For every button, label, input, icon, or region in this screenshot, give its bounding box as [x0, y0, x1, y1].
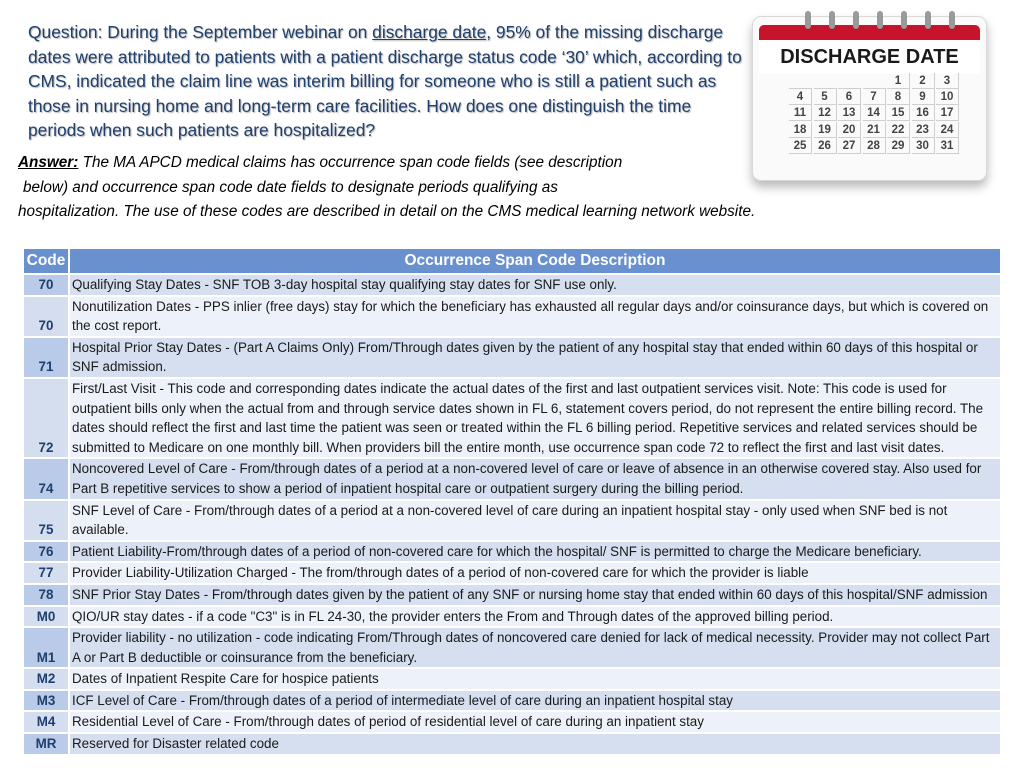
calendar-day: 30: [912, 138, 935, 154]
calendar-day: 17: [936, 105, 959, 121]
code-cell: MR: [23, 733, 69, 755]
table-row: [23, 668, 1001, 690]
table-row: [23, 378, 1001, 458]
calendar-day: 9: [912, 89, 935, 105]
calendar-day: 14: [863, 105, 886, 121]
calendar-day: [814, 73, 837, 89]
calendar-day: 18: [789, 122, 812, 138]
calendar-day: 3: [936, 73, 959, 89]
calendar-day: 25: [789, 138, 812, 154]
description-cell: First/Last Visit - This code and corresponding dates indicate the actual dates of the first and last outpatient services visit. Note: This code is used for outpatient bills only when the actual from and through service dates shown in FL 6, statement covers period, do not represent the entire billing record. The dates should reflect the first and last time the patient was seen or treated within the FL 6 billing period. Repetitive services and related services should be submitted to Medicare on one monthly bill. When providers bill the entire month, use occurrence span code 72 to reflect the first and last visit dates.: [69, 378, 1001, 458]
table-row: [23, 627, 1001, 668]
answer-line-3: hospitalization. The use of these codes are described in detail on the CMS medical learning network website.: [18, 203, 756, 221]
table-row: [23, 562, 1001, 584]
calendar-day: 21: [863, 122, 886, 138]
calendar-day: 15: [887, 105, 910, 121]
question-prefix: Question: During the September webinar on: [28, 22, 373, 42]
answer-line-2: below) and occurrence span code date fields to designate periods qualifying as: [23, 178, 558, 196]
table-row: [23, 711, 1001, 733]
calendar-day: 13: [838, 105, 861, 121]
calendar-day: [838, 73, 861, 89]
description-cell: Qualifying Stay Dates - SNF TOB 3-day hospital stay qualifying stay dates for SNF use only.: [69, 274, 1001, 296]
calendar-ring-icon: [925, 11, 931, 29]
calendar-day: 7: [863, 89, 886, 105]
table-row: [23, 500, 1001, 541]
calendar-day: 1: [887, 73, 910, 89]
calendar-day: 10: [936, 89, 959, 105]
description-cell: Nonutilization Dates - PPS inlier (free days) stay for which the beneficiary has exhausted all regular days and/or coinsurance days, but which is covered on the cost report.: [69, 296, 1001, 337]
description-cell: Residential Level of Care - From/through dates of period of residential level of care during an inpatient stay: [69, 711, 1001, 733]
code-cell: 74: [23, 458, 69, 499]
description-cell: QIO/UR stay dates - if a code "C3" is in FL 24-30, the provider enters the From and Through dates of the approved billing period.: [69, 606, 1001, 628]
table-row: [23, 541, 1001, 563]
calendar-day: 31: [936, 138, 959, 154]
calendar-day: 23: [912, 122, 935, 138]
code-cell: M3: [23, 690, 69, 712]
question-text: [28, 20, 748, 143]
calendar-ring-icon: [829, 11, 835, 29]
description-cell: Patient Liability-From/through dates of a period of non-covered care for which the hospital/ SNF is permitted to charge the Medicare beneficiary.: [69, 541, 1001, 563]
discharge-date-link[interactable]: discharge date: [372, 22, 487, 42]
table-row: [23, 458, 1001, 499]
code-cell: 77: [23, 562, 69, 584]
calendar-day: 2: [912, 73, 935, 89]
calendar-day: 12: [814, 105, 837, 121]
code-cell: 78: [23, 584, 69, 606]
calendar-icon: [752, 16, 987, 181]
calendar-day: 26: [814, 138, 837, 154]
code-cell: 76: [23, 541, 69, 563]
table-row: [23, 584, 1001, 606]
occurrence-span-table: [22, 247, 1002, 756]
description-cell: SNF Prior Stay Dates - From/through dates given by the patient of any SNF or nursing home stay that ended within 60 days of this hospital/SNF admission: [69, 584, 1001, 606]
code-cell: 71: [23, 337, 69, 378]
description-cell: Dates of Inpatient Respite Care for hospice patients: [69, 668, 1001, 690]
calendar-day: 20: [838, 122, 861, 138]
calendar-day: 4: [789, 89, 812, 105]
calendar-ring-icon: [877, 11, 883, 29]
calendar-day: 29: [887, 138, 910, 154]
calendar-day: 5: [814, 89, 837, 105]
calendar-day: 19: [814, 122, 837, 138]
calendar-day: 27: [838, 138, 861, 154]
answer-line-1: Answer: The MA APCD medical claims has occurrence span code fields (see description: [18, 154, 623, 171]
table-header-row: [23, 248, 1001, 274]
table-row: [23, 296, 1001, 337]
description-cell: Noncovered Level of Care - From/through dates of a period at a non-covered level of care or leave of absence in an otherwise covered stay. Also used for Part B repetitive services to show a period of inpatient hospital care or outpatient surgery during the billing period.: [69, 458, 1001, 499]
code-cell: M1: [23, 627, 69, 668]
calendar-day: 16: [912, 105, 935, 121]
table-row: [23, 274, 1001, 296]
calendar-ring-icon: [901, 11, 907, 29]
calendar-title: DISCHARGE DATE: [759, 40, 980, 74]
code-cell: 75: [23, 500, 69, 541]
table-body: [23, 274, 1001, 755]
calendar-day: 6: [838, 89, 861, 105]
description-cell: SNF Level of Care - From/through dates of a period at a non-covered level of care during an inpatient hospital stay - only used when SNF bed is not available.: [69, 500, 1001, 541]
calendar-ring-icon: [853, 11, 859, 29]
calendar-day: 28: [863, 138, 886, 154]
code-column-header: Code: [23, 248, 69, 274]
calendar-day: [789, 73, 812, 89]
calendar-day: 11: [789, 105, 812, 121]
table-row: [23, 690, 1001, 712]
description-cell: ICF Level of Care - From/through dates of a period of intermediate level of care during an inpatient hospital stay: [69, 690, 1001, 712]
calendar-day: 8: [887, 89, 910, 105]
table-row: [23, 733, 1001, 755]
calendar-day: 22: [887, 122, 910, 138]
table-row: [23, 337, 1001, 378]
calendar-ring-icon: [805, 11, 811, 29]
description-cell: Reserved for Disaster related code: [69, 733, 1001, 755]
answer-label: Answer:: [18, 154, 79, 171]
code-cell: 70: [23, 274, 69, 296]
description-column-header: Occurrence Span Code Description: [69, 248, 1001, 274]
calendar-header: [759, 25, 980, 69]
calendar-ring-icon: [949, 11, 955, 29]
calendar-day: [863, 73, 886, 89]
description-cell: Hospital Prior Stay Dates - (Part A Claims Only) From/Through dates given by the patient of any hospital stay that ended within 60 days of this hospital or SNF admission.: [69, 337, 1001, 378]
code-cell: M0: [23, 606, 69, 628]
code-cell: M4: [23, 711, 69, 733]
description-cell: Provider Liability-Utilization Charged - The from/through dates of a period of non-covered care for which the provider is liable: [69, 562, 1001, 584]
description-cell: Provider liability - no utilization - code indicating From/Through dates of noncovered care denied for lack of medical necessity. Provider may not collect Part A or Part B deductible or coinsurance from the beneficiary.: [69, 627, 1001, 668]
question-suffix: , 95% of the missing discharge dates were attributed to patients with a patient discharge status code ‘30’ which, according to CMS, indicated the claim line was interim billing for someone who is still a patient such as those in nursing home and long-term care facilities. How does one distinguish the time periods when such patients are hospitalized?: [28, 22, 742, 140]
code-cell: 70: [23, 296, 69, 337]
calendar-day: 24: [936, 122, 959, 138]
table-row: [23, 606, 1001, 628]
code-cell: M2: [23, 668, 69, 690]
code-cell: 72: [23, 378, 69, 458]
calendar-rings: [805, 11, 965, 31]
